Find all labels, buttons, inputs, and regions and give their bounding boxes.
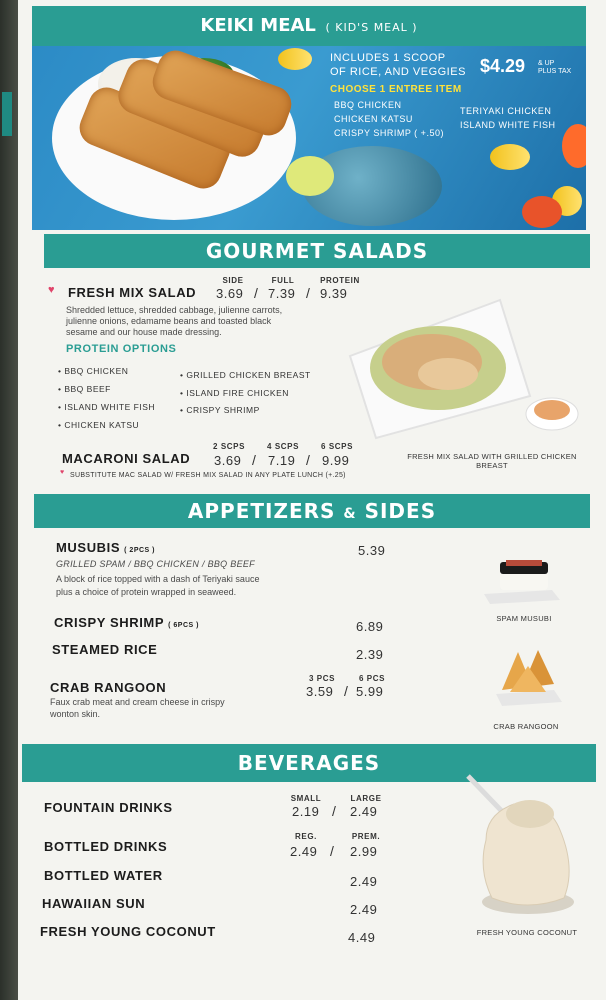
price-6scps: 9.99 (322, 453, 350, 468)
size-label: SMALL (290, 794, 322, 803)
keiki-option: TERIYAKI CHICKEN (460, 106, 552, 116)
appetizers-header (34, 494, 590, 528)
coral-illustration (562, 124, 586, 168)
size-label: PROTEIN (320, 276, 360, 285)
keiki-choose: CHOOSE 1 ENTREE ITEM (330, 84, 462, 95)
keiki-price-note2: PLUS TAX (538, 68, 572, 75)
protein-option: • GRILLED CHICKEN BREAST (180, 370, 311, 380)
appetizers-title: APPETIZERS (187, 499, 336, 523)
keiki-option: BBQ CHICKEN (334, 100, 402, 110)
size-label: FULL (271, 276, 295, 285)
binder-edge (0, 0, 18, 1000)
protein-option: • CRISPY SHRIMP (180, 405, 260, 415)
size-label: 4 SCPS (266, 442, 300, 451)
musubis-label: MUSUBIS (56, 540, 121, 555)
keiki-option: CHICKEN KATSU (334, 114, 413, 124)
price-full: 7.39 (268, 286, 296, 301)
protein-option: • ISLAND WHITE FISH (58, 402, 156, 412)
crab-rangoon-name: CRAB RANGOON (50, 680, 167, 695)
binder-tab (2, 92, 12, 136)
appetizers-title2: SIDES (364, 499, 437, 523)
fresh-mix-desc-line: sesame and our house made dressing. (66, 327, 222, 337)
crispy-shrimp-price: 6.89 (356, 619, 384, 634)
price-protein: 9.39 (320, 286, 348, 301)
sea-turtle-head (286, 156, 334, 196)
heart-icon: ♥ (60, 469, 65, 476)
salad-photo-caption: FRESH MIX SALAD WITH GRILLED CHICKEN BREAST (407, 452, 577, 470)
keiki-price: $4.29 (480, 56, 526, 76)
salads-title: GOURMET SALADS (205, 239, 429, 263)
crispy-shrimp-qty: ( 6PCS ) (168, 622, 199, 629)
musubis-name (56, 540, 155, 555)
musubis-flavors: GRILLED SPAM / BBQ CHICKEN / BBQ BEEF (56, 559, 255, 569)
protein-option: • ISLAND FIRE CHICKEN (180, 388, 289, 398)
keiki-header (32, 6, 586, 46)
salad-photo (340, 296, 590, 446)
price-4scps: 7.19 (268, 453, 296, 468)
bottled-drinks-name: BOTTLED DRINKS (44, 839, 168, 854)
size-label: REG. (295, 832, 317, 841)
size-label: 2 SCPS (212, 442, 246, 451)
size-label: PREM. (351, 832, 381, 841)
coral-illustration (522, 196, 562, 228)
slash: / (332, 803, 336, 819)
slash: / (330, 843, 334, 859)
slash: / (306, 285, 310, 301)
protein-option: • BBQ BEEF (58, 384, 111, 394)
bottled-prem-price: 2.99 (350, 844, 378, 859)
bottled-water-price: 2.49 (350, 874, 378, 889)
steamed-rice-name: STEAMED RICE (52, 642, 158, 657)
protein-options-title: PROTEIN OPTIONS (66, 343, 177, 355)
crab-rangoon-price-6: 5.99 (356, 684, 384, 699)
crab-rangoon-caption: CRAB RANGOON (493, 722, 559, 731)
fresh-mix-salad-name: FRESH MIX SALAD (68, 285, 197, 300)
size-label: SIDE (222, 276, 244, 285)
fish-illustration (490, 144, 530, 170)
fresh-mix-desc-line: Shredded lettuce, shredded cabbage, julienne carrots, (66, 305, 283, 315)
size-label: 6 SCPS (320, 442, 354, 451)
fountain-small-price: 2.19 (292, 804, 320, 819)
coconut-caption: FRESH YOUNG COCONUT (476, 928, 578, 937)
keiki-option: ISLAND WHITE FISH (460, 120, 556, 130)
crab-rangoon-desc-line: wonton skin. (50, 709, 101, 719)
keiki-includes-line2: OF RICE, AND VEGGIES (330, 66, 466, 78)
steamed-rice-price: 2.39 (356, 647, 384, 662)
crispy-shrimp-label: CRISPY SHRIMP (54, 615, 165, 630)
slash: / (306, 452, 310, 468)
musubis-desc-line: plus a choice of protein wrapped in seaweed. (56, 587, 237, 597)
fresh-mix-desc-line: julienne onions, edamame beans and toasted black (66, 316, 272, 326)
keiki-meal-panel (32, 6, 586, 230)
musubis-qty: ( 2PCS ) (124, 547, 155, 554)
keiki-scene (32, 46, 586, 230)
crab-rangoon-desc-line: Faux crab meat and cream cheese in crispy (50, 697, 225, 707)
size-label: 3 PCS (308, 674, 336, 683)
beverages-title: BEVERAGES (237, 751, 381, 775)
coconut-photo (456, 770, 586, 920)
substitute-note: SUBSTITUTE MAC SALAD W/ FRESH MIX SALAD IN ANY PLATE LUNCH (+.25) (70, 472, 346, 479)
fish-illustration (278, 48, 312, 70)
bottled-reg-price: 2.49 (290, 844, 318, 859)
hawaiian-sun-price: 2.49 (350, 902, 378, 917)
keiki-includes-line1: INCLUDES 1 SCOOP (330, 52, 446, 64)
bottled-water-name: BOTTLED WATER (44, 868, 163, 883)
musubis-price: 5.39 (358, 543, 386, 558)
fresh-young-coconut-price: 4.49 (348, 930, 376, 945)
keiki-subtitle: ( KID'S MEAL ) (325, 21, 418, 34)
crab-rangoon-photo (492, 646, 566, 712)
size-label: LARGE (350, 794, 382, 803)
slash: / (254, 285, 258, 301)
macaroni-salad-name: MACARONI SALAD (62, 451, 191, 466)
heart-icon: ♥ (48, 284, 55, 296)
size-label: 6 PCS (358, 674, 386, 683)
keiki-price-note1: & UP (538, 60, 555, 67)
spam-musubi-caption: SPAM MUSUBI (496, 614, 552, 623)
salads-header (44, 234, 590, 268)
appetizers-amp: & (343, 506, 357, 522)
keiki-title: KEIKI MEAL (200, 15, 316, 36)
keiki-option: CRISPY SHRIMP ( +.50) (334, 128, 444, 138)
price-side: 3.69 (216, 286, 244, 301)
price-2scps: 3.69 (214, 453, 242, 468)
hawaiian-sun-name: HAWAIIAN SUN (42, 896, 146, 911)
protein-option: • CHICKEN KATSU (58, 420, 140, 430)
fountain-large-price: 2.49 (350, 804, 378, 819)
fountain-drinks-name: FOUNTAIN DRINKS (44, 800, 173, 815)
spam-musubi-photo (480, 554, 564, 610)
slash: / (344, 683, 348, 699)
crispy-shrimp-name (54, 615, 199, 630)
protein-option: • BBQ CHICKEN (58, 366, 129, 376)
fresh-young-coconut-name: FRESH YOUNG COCONUT (40, 924, 216, 939)
musubis-desc-line: A block of rice topped with a dash of Teriyaki sauce (56, 574, 260, 584)
slash: / (252, 452, 256, 468)
crab-rangoon-price-3: 3.59 (306, 684, 334, 699)
